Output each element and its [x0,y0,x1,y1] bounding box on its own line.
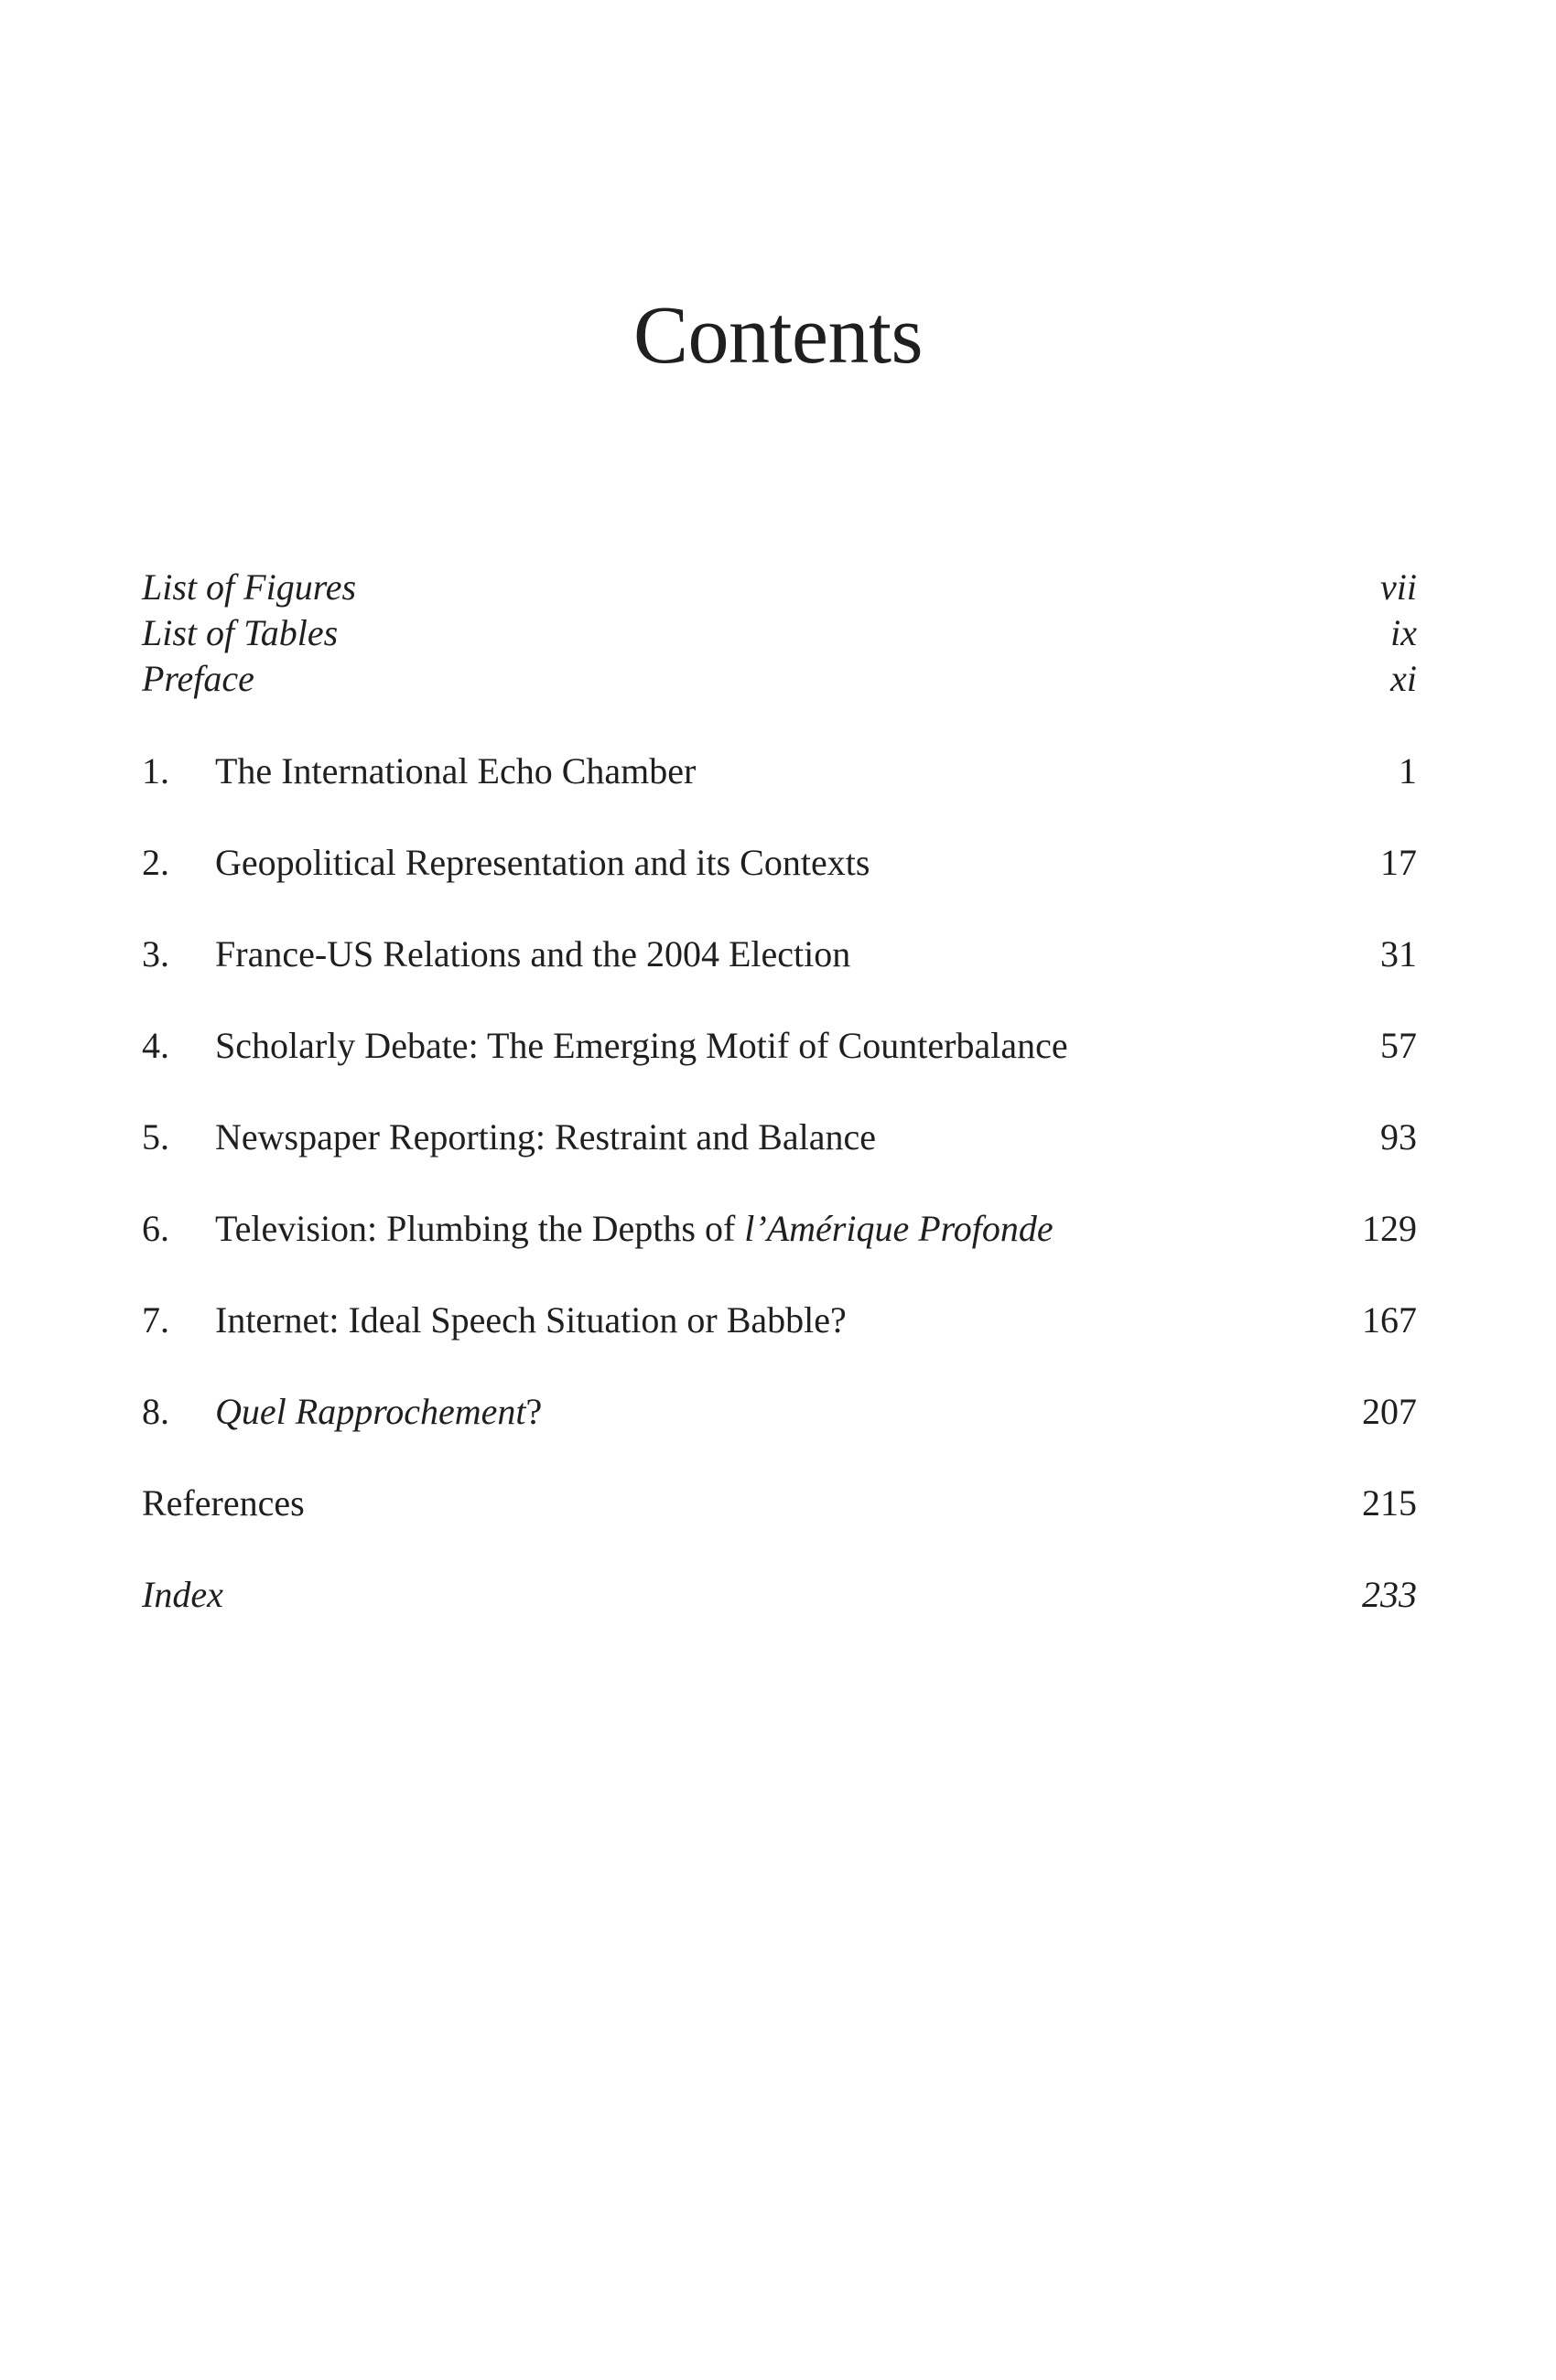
chapter-number: 4. [142,1025,169,1066]
chapter-title: Geopolitical Representation and its Contexts [215,842,870,883]
toc-entry-page: vii [1380,566,1417,608]
toc-entry-chapter-4[interactable] [142,1023,1417,1069]
toc-entry-label: List of Figures [142,566,357,608]
toc-entry-chapter-7[interactable] [142,1298,1417,1343]
chapter-title-suffix: ? [525,1391,543,1432]
chapter-title-plain: Television: Plumbing the Depths of [215,1208,745,1249]
toc-entry-page: 167 [1362,1299,1417,1341]
chapter-title [215,1389,542,1435]
toc-entry-page: 129 [1362,1208,1417,1249]
toc-entry-chapter-2[interactable] [142,840,1417,886]
toc-entry-page: 57 [1380,1025,1417,1066]
toc-entry-page: 93 [1380,1116,1417,1158]
chapter-number: 6. [142,1208,169,1249]
chapter-number: 1. [142,750,169,792]
toc-entry-chapter-8[interactable] [142,1389,1417,1435]
chapter-number: 8. [142,1391,169,1432]
toc-entry-page: 31 [1380,933,1417,975]
chapter-title-italic: Quel Rapprochement [215,1391,526,1432]
toc-entry-list-of-figures[interactable] [142,565,1417,610]
toc-entry-chapter-6[interactable] [142,1206,1417,1252]
chapter-title [215,1206,1054,1252]
chapter-title-italic: l’Amérique Profonde [744,1208,1054,1249]
toc-entry-page: 17 [1380,842,1417,883]
chapter-title: Newspaper Reporting: Restraint and Balance [215,1116,876,1158]
toc-entry-page: xi [1390,658,1417,699]
table-of-contents [142,0,1417,2380]
chapter-number: 5. [142,1116,169,1158]
toc-entry-label: List of Tables [142,612,339,653]
toc-entry-chapter-1[interactable] [142,748,1417,794]
toc-entry-page: ix [1390,612,1417,653]
toc-entry-chapter-5[interactable] [142,1115,1417,1160]
toc-entry-index[interactable] [142,1572,1417,1618]
toc-entry-chapter-3[interactable] [142,932,1417,977]
chapter-number: 3. [142,933,169,975]
toc-entry-page: 215 [1362,1482,1417,1524]
toc-entry-references[interactable] [142,1481,1417,1526]
chapter-title: Internet: Ideal Speech Situation or Babble? [215,1299,847,1341]
toc-entry-label: Preface [142,658,254,699]
page-title: Contents [632,290,923,381]
toc-entry-label: References [142,1482,305,1524]
chapter-title: The International Echo Chamber [215,750,697,792]
chapter-number: 2. [142,842,169,883]
toc-entry-list-of-tables[interactable] [142,610,1417,656]
chapter-title: France-US Relations and the 2004 Election [215,933,851,975]
chapter-number: 7. [142,1299,169,1341]
toc-entry-preface[interactable] [142,656,1417,702]
toc-entry-label: Index [142,1574,223,1615]
chapter-title: Scholarly Debate: The Emerging Motif of Counterbalance [215,1025,1068,1066]
toc-entry-page: 233 [1362,1574,1417,1615]
toc-entry-page: 1 [1399,750,1417,792]
toc-entry-page: 207 [1362,1391,1417,1432]
